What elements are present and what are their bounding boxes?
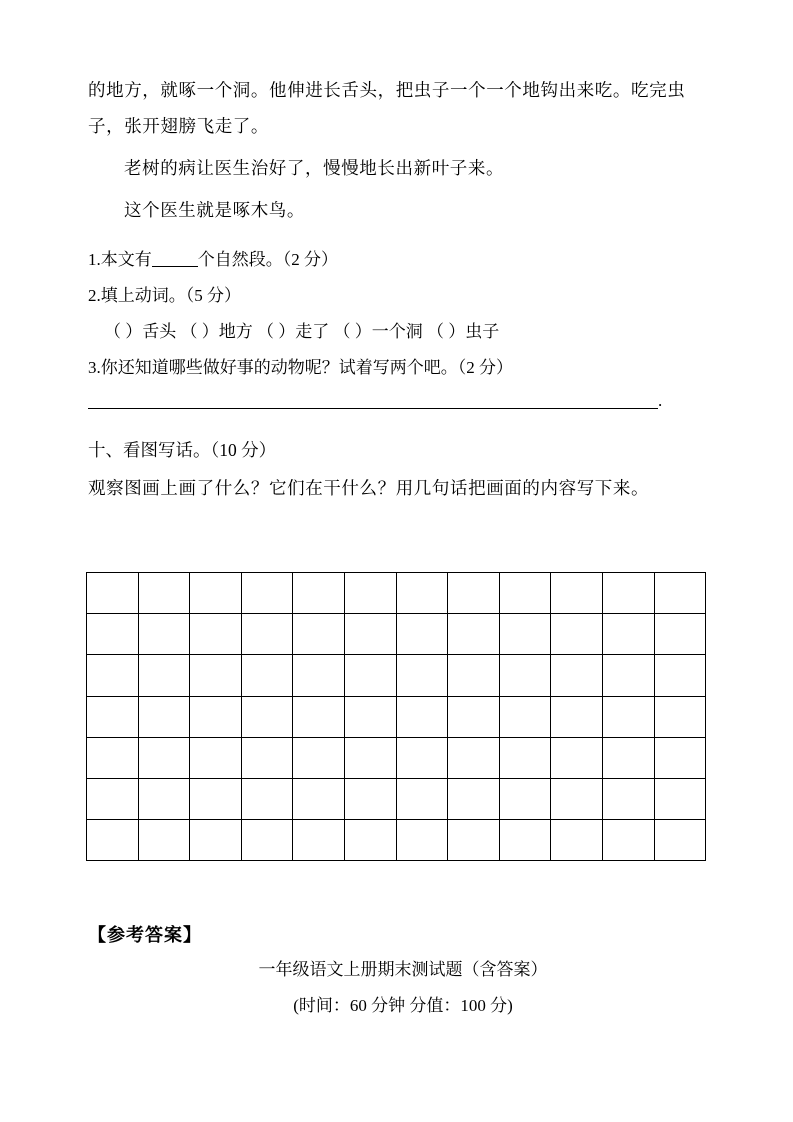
writing-grid-cell[interactable] [190,778,242,819]
writing-grid-cell[interactable] [138,820,190,861]
writing-grid-cell[interactable] [396,737,448,778]
passage-line-1: 的地方，就啄一个洞。他伸进长舌头，把虫子一个一个地钩出来吃。吃完虫 [88,80,686,100]
writing-grid-cell[interactable] [87,696,139,737]
writing-grid-cell[interactable] [499,655,551,696]
question-1 [88,242,706,278]
writing-grid-cell[interactable] [138,737,190,778]
writing-grid-cell[interactable] [190,573,242,614]
writing-grid-cell[interactable] [190,696,242,737]
writing-grid-cell[interactable] [654,820,706,861]
writing-grid-cell[interactable] [499,614,551,655]
writing-grid-cell[interactable] [448,573,500,614]
writing-grid-cell[interactable] [551,655,603,696]
question-3-number: 3. [88,358,101,377]
answer-key-label: 【参考答案】 [88,925,202,945]
answer-key-section [88,918,708,1024]
exam-title: 一年级语文上册期末测试题（含答案） [258,960,548,979]
writing-grid-cell[interactable] [344,655,396,696]
writing-grid-body [87,573,706,861]
writing-grid-cell[interactable] [190,655,242,696]
writing-grid-cell[interactable] [654,737,706,778]
spacer [88,416,706,430]
writing-grid-cell[interactable] [293,820,345,861]
writing-grid-cell[interactable] [396,655,448,696]
writing-grid-cell[interactable] [87,820,139,861]
writing-grid-cell[interactable] [602,820,654,861]
writing-grid-cell[interactable] [87,573,139,614]
question-3 [88,350,706,386]
writing-grid-cell[interactable] [241,820,293,861]
writing-grid-cell[interactable] [293,696,345,737]
question-1-text-after: 个自然段。 [197,250,283,269]
writing-grid-cell[interactable] [499,696,551,737]
exam-info: (时间：60 分钟 分值：100 分) [293,996,513,1015]
writing-grid-cell[interactable] [241,614,293,655]
question-1-blank[interactable] [152,249,198,267]
writing-grid-cell[interactable] [448,655,500,696]
writing-grid-cell[interactable] [241,778,293,819]
section-heading-text: 十、看图写话。 [88,440,211,460]
section-heading-score: （10 分） [210,440,277,460]
writing-grid-row [87,737,706,778]
writing-grid-cell[interactable] [602,696,654,737]
writing-grid-cell[interactable] [602,778,654,819]
writing-grid-cell[interactable] [551,778,603,819]
writing-grid-cell[interactable] [396,573,448,614]
writing-grid-cell[interactable] [293,614,345,655]
question-2-number: 2. [88,286,101,305]
writing-grid-cell[interactable] [602,573,654,614]
writing-grid-cell[interactable] [87,614,139,655]
writing-grid-cell[interactable] [448,737,500,778]
writing-grid[interactable] [86,572,706,861]
writing-grid-cell[interactable] [551,614,603,655]
writing-grid-row [87,696,706,737]
writing-grid-cell[interactable] [551,696,603,737]
writing-grid-row [87,614,706,655]
writing-grid-cell[interactable] [551,573,603,614]
writing-grid-cell[interactable] [448,696,500,737]
writing-grid-cell[interactable] [190,820,242,861]
writing-grid-cell[interactable] [344,614,396,655]
writing-grid-cell[interactable] [551,820,603,861]
passage-line-4: 这个医生就是啄木鸟。 [124,200,305,220]
writing-grid-cell[interactable] [602,614,654,655]
question-1-number: 1. [88,250,101,269]
writing-grid-cell[interactable] [293,655,345,696]
writing-grid-cell[interactable] [293,737,345,778]
writing-grid-cell[interactable] [654,778,706,819]
section-heading [88,430,706,470]
writing-grid-cell[interactable] [190,737,242,778]
question-1-score: （2 分） [282,250,338,269]
writing-grid-cell[interactable] [396,696,448,737]
writing-grid-cell[interactable] [241,737,293,778]
question-3-score: （2 分） [457,358,513,377]
passage-line-3: 老树的病让医生治好了，慢慢地长出新叶子来。 [124,158,505,178]
answer-rule-end: . [658,391,663,410]
page-content [88,72,706,506]
writing-grid-cell[interactable] [87,655,139,696]
writing-grid-cell[interactable] [654,614,706,655]
writing-grid-cell[interactable] [293,573,345,614]
writing-grid-cell[interactable] [344,778,396,819]
writing-grid-cell[interactable] [448,820,500,861]
writing-grid-cell[interactable] [138,655,190,696]
writing-grid-cell[interactable] [499,778,551,819]
writing-grid-cell[interactable] [654,655,706,696]
writing-grid-cell[interactable] [87,778,139,819]
writing-grid-row [87,778,706,819]
passage-line-2: 子，张开翅膀飞走了。 [88,116,269,136]
writing-grid-cell[interactable] [190,614,242,655]
writing-grid-cell[interactable] [241,655,293,696]
writing-grid-cell[interactable] [138,573,190,614]
writing-grid-row [87,655,706,696]
question-2-text: 填上动词。 [100,286,186,305]
writing-grid-cell[interactable] [344,737,396,778]
writing-grid-cell[interactable] [344,696,396,737]
question-1-text-before: 本文有 [100,250,152,269]
writing-grid-cell[interactable] [499,820,551,861]
section-prompt: 观察图画上画了什么？它们在干什么？用几句话把画面的内容写下来。 [88,478,650,498]
writing-grid-cell[interactable] [602,737,654,778]
writing-grid-cell[interactable] [138,614,190,655]
writing-grid-cell[interactable] [654,696,706,737]
writing-grid-wrapper [86,572,706,861]
writing-grid-cell[interactable] [344,820,396,861]
writing-grid-cell[interactable] [602,655,654,696]
question-2 [88,278,706,314]
answer-rule-line[interactable] [88,394,658,409]
writing-grid-cell[interactable] [138,696,190,737]
writing-grid-cell[interactable] [138,778,190,819]
question-2-score: （5 分） [185,286,241,305]
writing-grid-cell[interactable] [551,737,603,778]
writing-grid-cell[interactable] [241,573,293,614]
writing-grid-cell[interactable] [499,737,551,778]
writing-grid-cell[interactable] [344,573,396,614]
writing-grid-cell[interactable] [448,614,500,655]
writing-grid-cell[interactable] [293,778,345,819]
writing-grid-cell[interactable] [241,696,293,737]
question-3-text: 你还知道哪些做好事的动物呢？试着写两个吧。 [100,358,458,377]
question-3-answer-line[interactable] [88,386,706,416]
writing-grid-cell[interactable] [396,820,448,861]
writing-grid-cell[interactable] [396,614,448,655]
writing-grid-row [87,820,706,861]
writing-grid-cell[interactable] [448,778,500,819]
spacer [88,228,706,242]
writing-grid-cell[interactable] [499,573,551,614]
writing-grid-row [87,573,706,614]
writing-grid-cell[interactable] [87,737,139,778]
writing-grid-cell[interactable] [654,573,706,614]
question-2-items[interactable]: （ ）舌头 （ ）地方 （ ）走了 （ ）一个洞 （ ）虫子 [104,322,500,341]
writing-grid-cell[interactable] [396,778,448,819]
